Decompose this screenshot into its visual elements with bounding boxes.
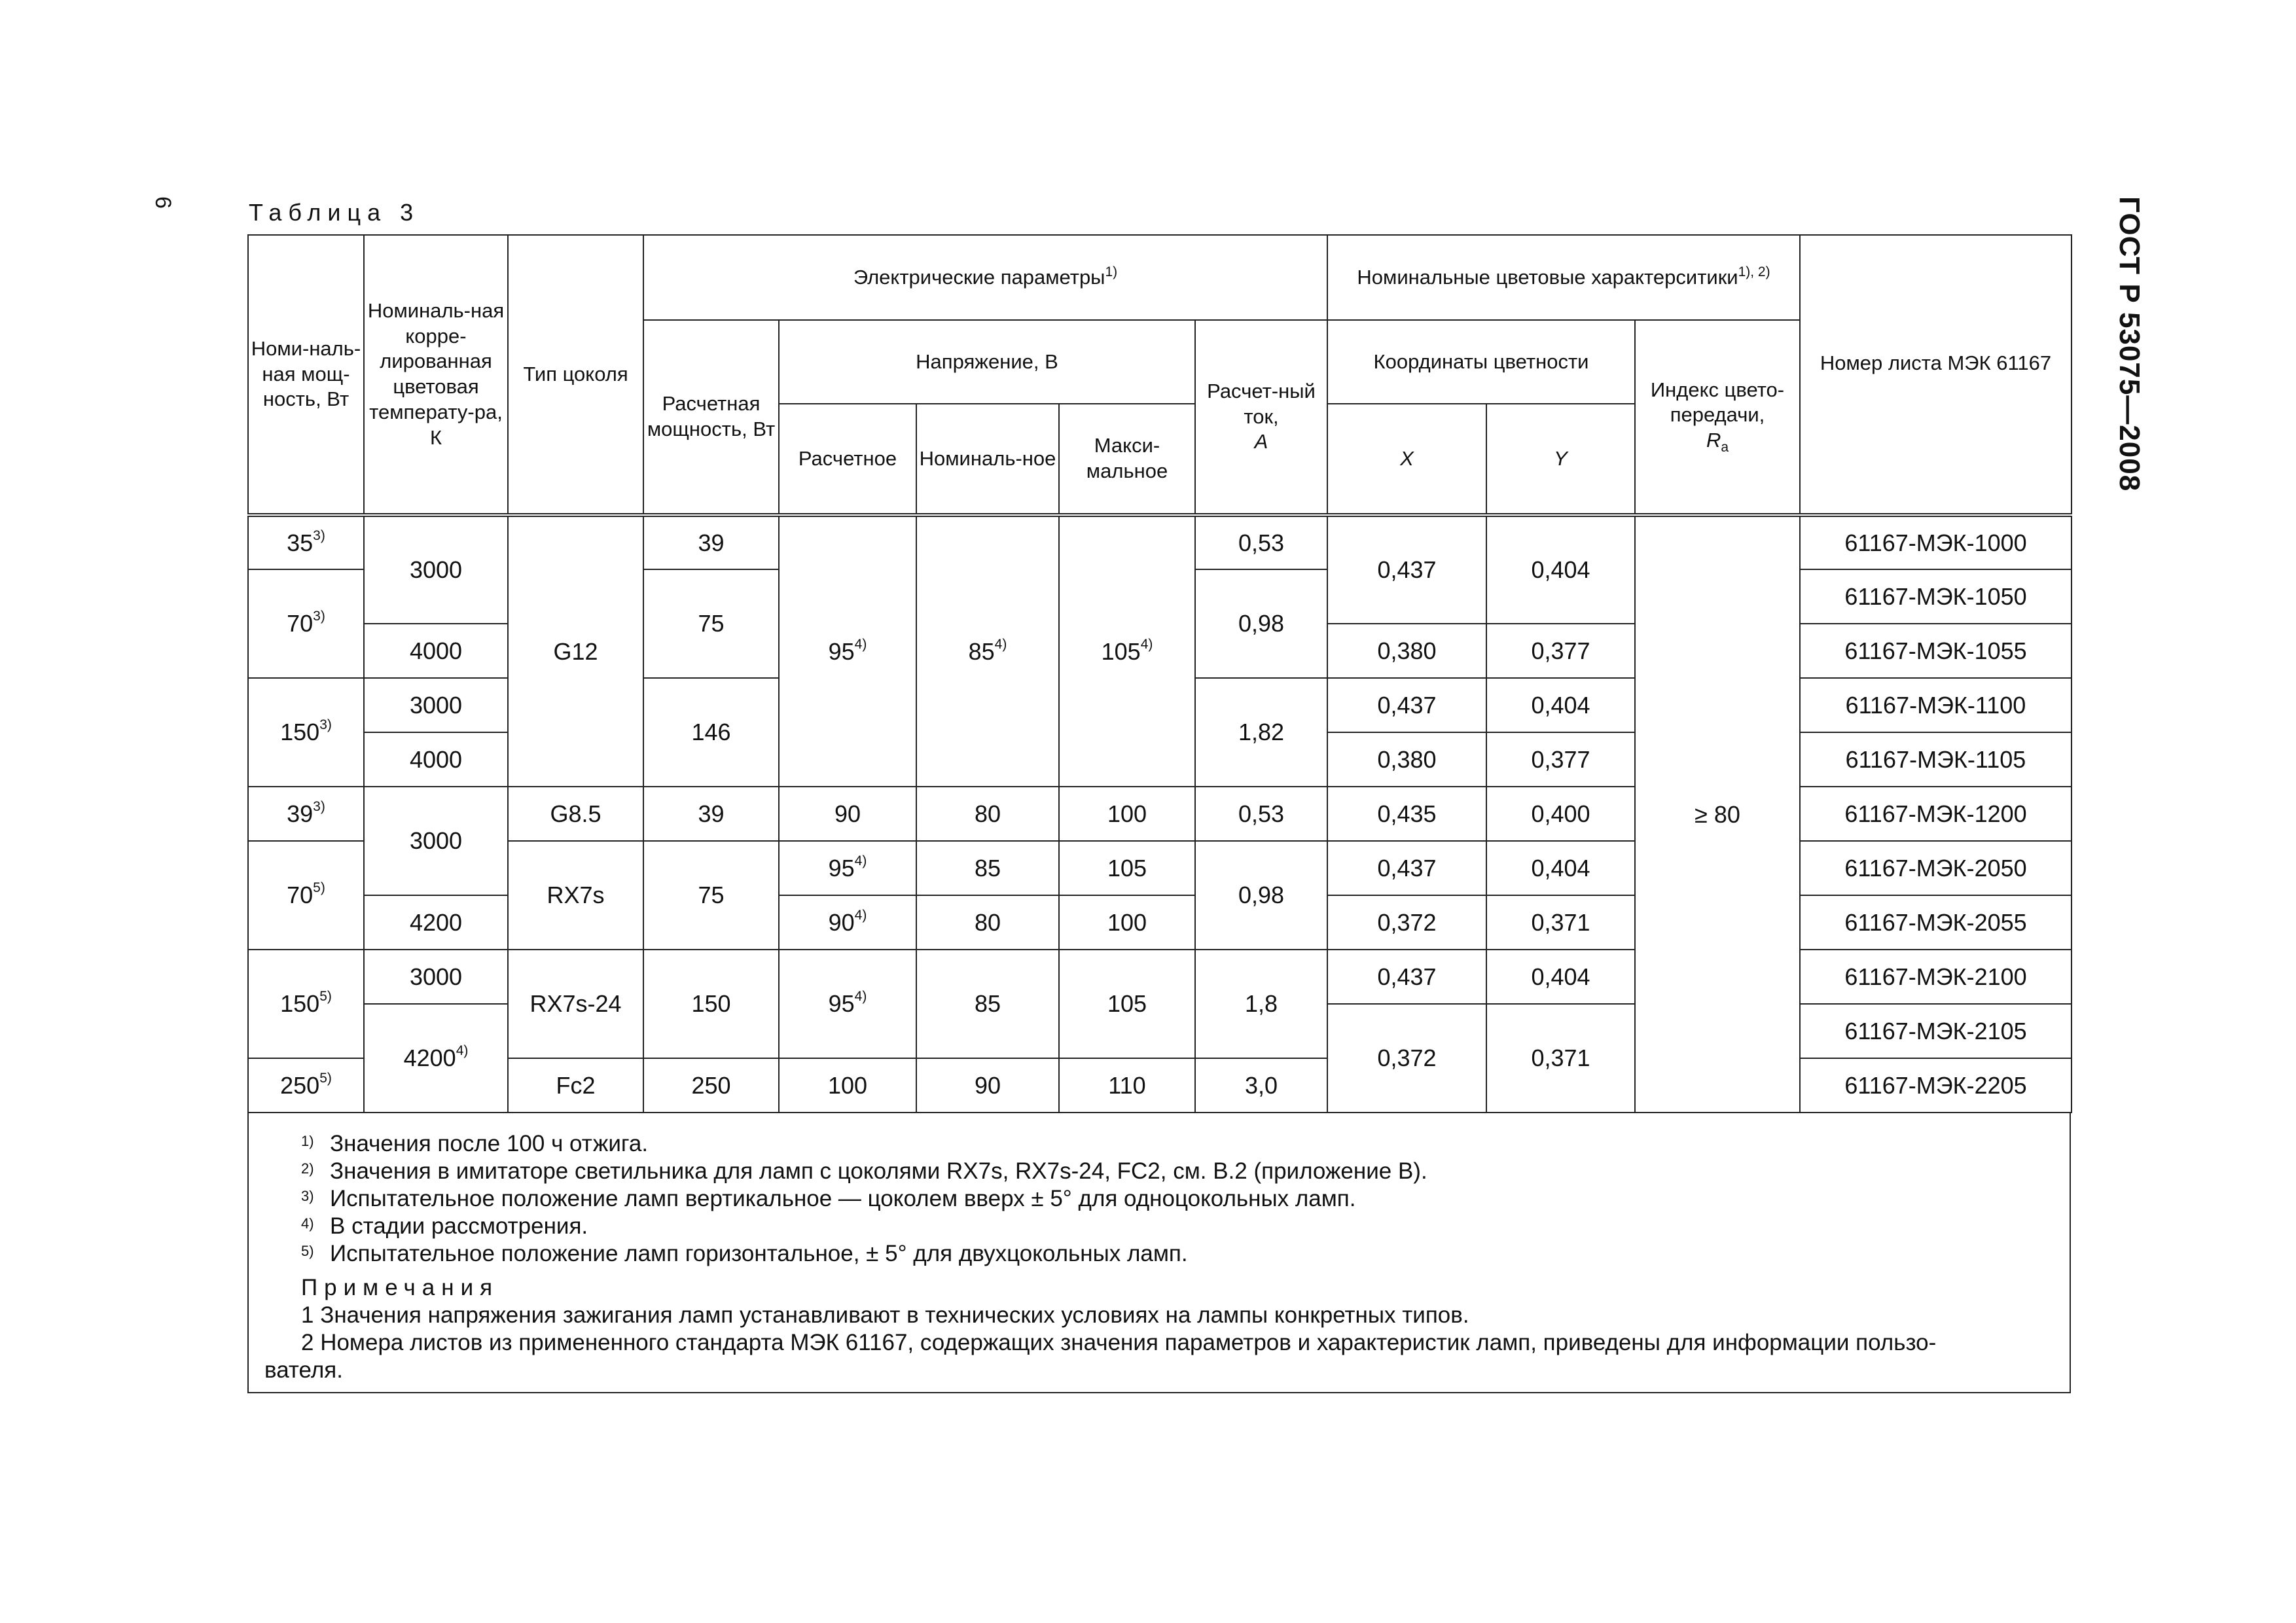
v-nominal-cell: 80 bbox=[916, 787, 1059, 841]
rated-power-cell: 146 bbox=[643, 678, 779, 787]
sheet-cell: 61167-МЭК-1000 bbox=[1800, 515, 2072, 569]
rated-power-cell: 39 bbox=[643, 515, 779, 569]
header-color: Номинальные цветовые характерситики$^{1), 2)}$ bbox=[1327, 235, 1800, 320]
x-cell: 0,437 bbox=[1327, 515, 1486, 624]
cct-cell: 4200 bbox=[364, 895, 508, 950]
power-cell: 70$^{3)}$ bbox=[248, 569, 364, 678]
v-rated-cell: 95$^{4)}$ bbox=[779, 841, 916, 895]
power-cell: 250$^{5)}$ bbox=[248, 1058, 364, 1113]
current-cell: 0,53 bbox=[1195, 787, 1327, 841]
x-cell: 0,372 bbox=[1327, 895, 1486, 950]
y-cell: 0,377 bbox=[1486, 732, 1635, 787]
current-cell: 0,98 bbox=[1195, 841, 1327, 950]
lamp-parameters-table bbox=[247, 234, 2072, 1113]
current-cell: 0,53 bbox=[1195, 515, 1327, 569]
table-frame bbox=[247, 234, 2071, 1393]
header-base-type: Тип цоколя bbox=[508, 235, 643, 515]
current-cell: 3,0 bbox=[1195, 1058, 1327, 1113]
rated-power-cell: 75 bbox=[643, 841, 779, 950]
v-max-cell: 105 bbox=[1059, 950, 1195, 1058]
base-cell: G8.5 bbox=[508, 787, 643, 841]
v-rated-cell: 90 bbox=[779, 787, 916, 841]
header-cri: Индекс цвето-передачи, $R_a$ bbox=[1635, 320, 1800, 515]
notes-title: Примечания bbox=[301, 1275, 499, 1300]
cct-cell: 4200$^{4)}$ bbox=[364, 1004, 508, 1113]
v-max-cell: 105$^{4)}$ bbox=[1059, 515, 1195, 787]
sheet-cell: 61167-МЭК-2100 bbox=[1800, 950, 2072, 1004]
rated-power-cell: 150 bbox=[643, 950, 779, 1058]
footnote: 5) Испытательное положение ламп горизонтальное, ± 5° для двухцокольных ламп. bbox=[301, 1241, 1188, 1266]
y-cell: 0,400 bbox=[1486, 787, 1635, 841]
header-v-max: Макси-мальное bbox=[1059, 404, 1195, 515]
footnote: 2) Значения в имитаторе светильника для ламп с цоколями RX7s, RX7s-24, FC2, см. В.2 (приложение В). bbox=[301, 1158, 1427, 1184]
note: 1 Значения напряжения зажигания ламп устанавливают в технических условиях на лампы конкретных типов. bbox=[301, 1302, 1469, 1328]
y-cell: 0,404 bbox=[1486, 950, 1635, 1004]
v-nominal-cell: 85 bbox=[916, 950, 1059, 1058]
y-cell: 0,371 bbox=[1486, 1004, 1635, 1113]
cct-cell: 3000 bbox=[364, 950, 508, 1004]
cct-cell: 4000 bbox=[364, 624, 508, 678]
x-cell: 0,380 bbox=[1327, 732, 1486, 787]
header-v-nominal: Номиналь-ное bbox=[916, 404, 1059, 515]
header-voltage: Напряжение, В bbox=[779, 320, 1195, 404]
power-cell: 150$^{5)}$ bbox=[248, 950, 364, 1058]
y-cell: 0,371 bbox=[1486, 895, 1635, 950]
current-cell: 1,82 bbox=[1195, 678, 1327, 787]
x-cell: 0,437 bbox=[1327, 950, 1486, 1004]
note-continuation: вателя. bbox=[264, 1357, 343, 1383]
x-cell: 0,435 bbox=[1327, 787, 1486, 841]
header-nominal-power: Номи-наль-ная мощ-ность, Вт bbox=[248, 235, 364, 515]
footnote: 1) Значения после 100 ч отжига. bbox=[301, 1131, 649, 1156]
sheet-cell: 61167-МЭК-1105 bbox=[1800, 732, 2072, 787]
rated-power-cell: 75 bbox=[643, 569, 779, 678]
power-cell: 35$^{3)}$ bbox=[248, 515, 364, 569]
header-chroma: Координаты цветности bbox=[1327, 320, 1635, 404]
note: 2 Номера листов из примененного стандарта МЭК 61167, содержащих значения параметров и характеристик ламп, приведены для информации пользо- bbox=[301, 1330, 1937, 1355]
table-row bbox=[248, 515, 2072, 569]
header-y: Y bbox=[1486, 404, 1635, 515]
table-title: Таблица 3 bbox=[249, 199, 420, 226]
sheet-cell: 61167-МЭК-2055 bbox=[1800, 895, 2072, 950]
v-rated-cell: 90$^{4)}$ bbox=[779, 895, 916, 950]
v-max-cell: 100 bbox=[1059, 787, 1195, 841]
v-nominal-cell: 80 bbox=[916, 895, 1059, 950]
sheet-cell: 61167-МЭК-1050 bbox=[1800, 569, 2072, 624]
v-nominal-cell: 90 bbox=[916, 1058, 1059, 1113]
sheet-cell: 61167-МЭК-2105 bbox=[1800, 1004, 2072, 1058]
power-cell: 70$^{5)}$ bbox=[248, 841, 364, 950]
sheet-cell: 61167-МЭК-2050 bbox=[1800, 841, 2072, 895]
power-cell: 150$^{3)}$ bbox=[248, 678, 364, 787]
y-cell: 0,404 bbox=[1486, 841, 1635, 895]
header-rated-power: Расчетная мощность, Вт bbox=[643, 320, 779, 515]
x-cell: 0,437 bbox=[1327, 841, 1486, 895]
rated-power-cell: 250 bbox=[643, 1058, 779, 1113]
base-cell: RX7s bbox=[508, 841, 643, 950]
rated-power-cell: 39 bbox=[643, 787, 779, 841]
sheet-cell: 61167-МЭК-1100 bbox=[1800, 678, 2072, 732]
cct-cell: 3000 bbox=[364, 515, 508, 624]
cct-cell: 3000 bbox=[364, 787, 508, 895]
x-cell: 0,437 bbox=[1327, 678, 1486, 732]
v-max-cell: 110 bbox=[1059, 1058, 1195, 1113]
y-cell: 0,404 bbox=[1486, 515, 1635, 624]
y-cell: 0,377 bbox=[1486, 624, 1635, 678]
v-nominal-cell: 85$^{4)}$ bbox=[916, 515, 1059, 787]
v-max-cell: 105 bbox=[1059, 841, 1195, 895]
current-cell: 1,8 bbox=[1195, 950, 1327, 1058]
header-current: Расчет-ный ток, А bbox=[1195, 320, 1327, 515]
cct-cell: 3000 bbox=[364, 678, 508, 732]
header-cct: Номиналь-ная корре-лированная цветовая температу-ра, К bbox=[364, 235, 508, 515]
header-v-rated: Расчетное bbox=[779, 404, 916, 515]
page-number: 6 bbox=[151, 196, 175, 209]
v-max-cell: 100 bbox=[1059, 895, 1195, 950]
sheet-cell: 61167-МЭК-1200 bbox=[1800, 787, 2072, 841]
footnote: 3) Испытательное положение ламп вертикальное — цоколем вверх ± 5° для одноцокольных ламп. bbox=[301, 1186, 1356, 1211]
v-rated-cell: 95$^{4)}$ bbox=[779, 515, 916, 787]
header-sheet: Номер листа МЭК 61167 bbox=[1800, 235, 2072, 515]
v-nominal-cell: 85 bbox=[916, 841, 1059, 895]
sheet-cell: 61167-МЭК-1055 bbox=[1800, 624, 2072, 678]
x-cell: 0,380 bbox=[1327, 624, 1486, 678]
footnote: 4) В стадии рассмотрения. bbox=[301, 1213, 588, 1239]
sheet-cell: 61167-МЭК-2205 bbox=[1800, 1058, 2072, 1113]
v-rated-cell: 95$^{4)}$ bbox=[779, 950, 916, 1058]
base-cell: RX7s-24 bbox=[508, 950, 643, 1058]
cct-cell: 4000 bbox=[364, 732, 508, 787]
base-cell: Fc2 bbox=[508, 1058, 643, 1113]
cri-cell: ≥ 80 bbox=[1635, 515, 1800, 1113]
v-rated-cell: 100 bbox=[779, 1058, 916, 1113]
y-cell: 0,404 bbox=[1486, 678, 1635, 732]
table-notes bbox=[247, 1113, 2071, 1393]
header-electrical: Электрические параметры$^{1)}$ bbox=[643, 235, 1327, 320]
power-cell: 39$^{3)}$ bbox=[248, 787, 364, 841]
current-cell: 0,98 bbox=[1195, 569, 1327, 678]
standard-designation: ГОСТ Р 53075—2008 bbox=[2113, 196, 2145, 492]
x-cell: 0,372 bbox=[1327, 1004, 1486, 1113]
base-cell: G12 bbox=[508, 515, 643, 787]
header-x: X bbox=[1327, 404, 1486, 515]
